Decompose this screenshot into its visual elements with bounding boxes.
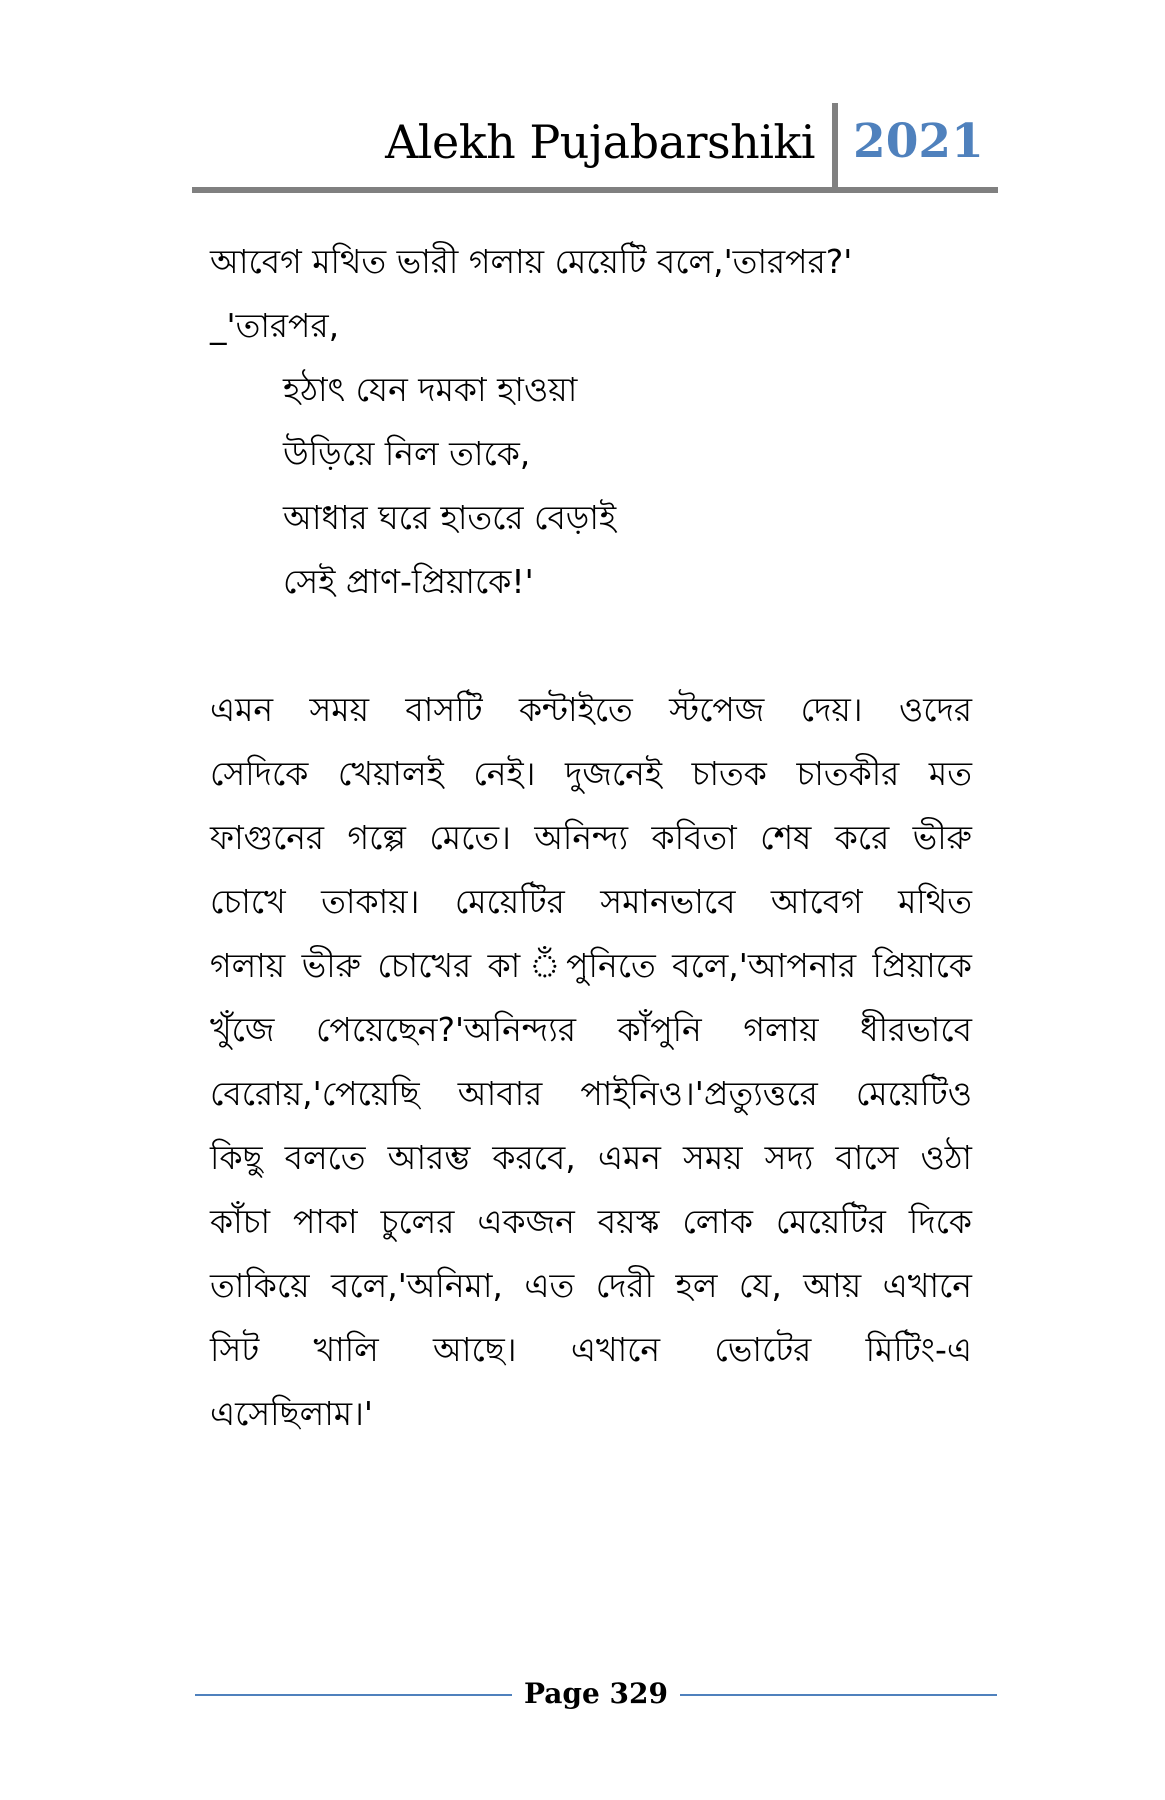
paragraph-line: খুঁজে পেয়েছেন?'অনিন্দ্যর কাঁপুনি গলায় ধীরভাবে [210, 1010, 972, 1049]
poem-line: হঠাৎ যেন দমকা হাওয়া [283, 370, 578, 409]
paragraph-line: তাকিয়ে বলে,'অনিমা, এত দেরী হল যে, আয় এখানে [210, 1266, 972, 1305]
paragraph-line: কাঁচা পাকা চুলের একজন বয়স্ক লোক মেয়েটির দিকে [210, 1202, 972, 1241]
paragraph-line: বেরোয়,'পেয়েছি আবার পাইনিও।'প্রত্যুত্তরে মেয়েটিও [210, 1074, 972, 1113]
page-body [210, 230, 972, 1446]
poem-stanza [210, 358, 972, 614]
page-number: Page 329 [523, 1677, 669, 1710]
dialogue-line: _'তারপর, [210, 306, 340, 345]
publication-year: 2021 [853, 114, 984, 169]
footer-rule-right [680, 1694, 997, 1696]
paragraph-spacer [210, 614, 972, 678]
paragraph-line: গলায় ভীরু চোখের কা ঁপুনিতে বলে,'আপনার প্রিয়াকে [210, 946, 972, 985]
dialogue-line: আবেগ মথিত ভারী গলায় মেয়েটি বলে,'তারপর?' [210, 242, 853, 281]
publication-title: Alekh Pujabarshiki [385, 115, 815, 169]
header-underline [192, 187, 998, 193]
poem-line: উড়িয়ে নিল তাকে, [283, 434, 531, 473]
paragraph-line: কিছু বলতে আরম্ভ করবে, এমন সময় সদ্য বাসে ওঠা [210, 1138, 972, 1177]
body-paragraph [210, 678, 972, 1446]
poem-line: সেই প্রাণ-প্রিয়াকে!' [283, 562, 534, 601]
paragraph-line: ফাগুনের গল্পে মেতে। অনিন্দ্য কবিতা শেষ করে ভীরু [210, 818, 972, 857]
paragraph-line: এসেছিলাম।' [210, 1394, 373, 1433]
poem-line: আধার ঘরে হাতরে বেড়াই [283, 498, 617, 537]
paragraph-line: এমন সময় বাসটি কন্টাইতে স্টপেজ দেয়। ওদের [210, 690, 972, 729]
paragraph-line: সিট খালি আছে। এখানে ভোটের মিটিং-এ [210, 1330, 972, 1369]
footer-rule-left [195, 1694, 512, 1696]
header-divider [832, 103, 838, 193]
paragraph-line: সেদিকে খেয়ালই নেই। দুজনেই চাতক চাতকীর মত [210, 754, 972, 793]
paragraph-line: চোখে তাকায়। মেয়েটির সমানভাবে আবেগ মথিত [210, 882, 972, 921]
